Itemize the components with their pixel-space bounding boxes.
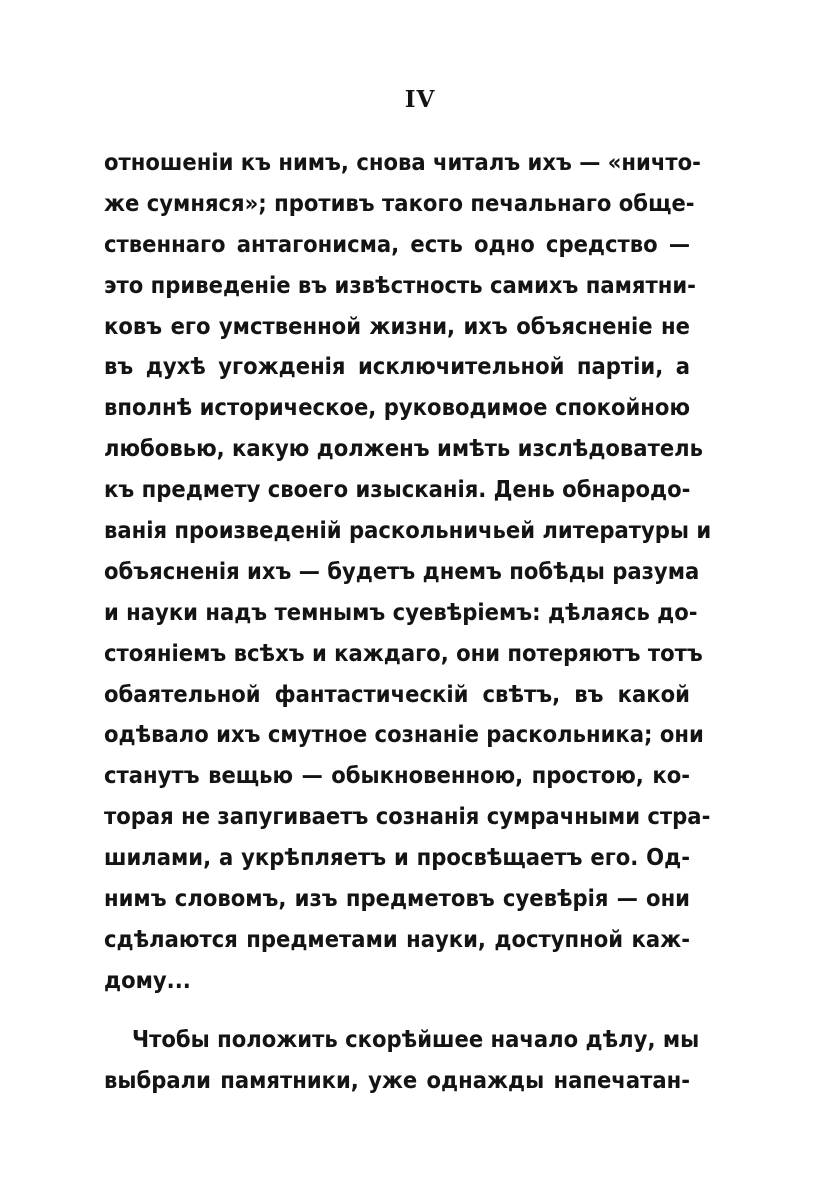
- text-line: обаятельной фантастическій свѣтъ, въ какой: [104, 679, 690, 708]
- text-line: стояніемъ всѣхъ и каждаго, они потеряютъ тотъ: [104, 638, 703, 667]
- paragraph-gap: [104, 1001, 690, 1019]
- text-line: отношеніи къ нимъ, снова читалъ ихъ — «ничто-: [104, 148, 701, 176]
- text-line: и науки надъ темнымъ суевѣріемъ: дѣлаясь до-: [104, 597, 698, 626]
- text-line: ковъ его умственной жизни, ихъ объясненіе не: [104, 311, 690, 340]
- text-line: выбрали памятники, уже однажды напечатан-: [104, 1065, 690, 1094]
- text-line: торая не запугиваетъ сознанія сумрачными стра-: [104, 802, 711, 831]
- text-line: нимъ словомъ, изъ предметовъ суевѣрія — они: [104, 884, 690, 913]
- text-line: къ предмету своего изысканія. День обнародо-: [104, 475, 691, 504]
- text-line: ванія произведеній раскольничьей литературы и: [104, 516, 712, 545]
- page-number: IV: [404, 86, 436, 113]
- text-line: одѣвало ихъ смутное сознаніе раскольника; они: [104, 720, 704, 749]
- paragraph-1: [104, 142, 712, 1001]
- text-line: же сумняся»; противъ такого печальнаго обще-: [104, 188, 695, 217]
- text-line: шилами, а укрѣпляетъ и просвѣщаетъ его. Од-: [104, 843, 690, 872]
- text-line: вполнѣ историческое, руководимое спокойною: [104, 393, 690, 422]
- text-line: объясненія ихъ — будетъ днемъ побѣды разума: [104, 556, 700, 585]
- paragraph-2: [104, 1019, 700, 1101]
- text-line: сдѣлаются предметами науки, доступной каж-: [104, 924, 690, 953]
- text-line: любовью, какую долженъ имѣть изслѣдователь: [104, 434, 704, 463]
- text-line: станутъ вещью — обыкновенною, простою, ко-: [104, 761, 690, 790]
- text-line: это приведеніе въ извѣстность самихъ памятни-: [104, 270, 696, 299]
- body-text: [104, 142, 712, 1100]
- text-line: дому...: [104, 965, 191, 994]
- text-line: ственнаго антагонисма, есть одно средство —: [104, 229, 690, 258]
- text-line: Чтобы положить скорѣйшее начало дѣлу, мы: [132, 1024, 700, 1053]
- text-line: въ духѣ угожденія исключительной партіи, а: [104, 352, 690, 381]
